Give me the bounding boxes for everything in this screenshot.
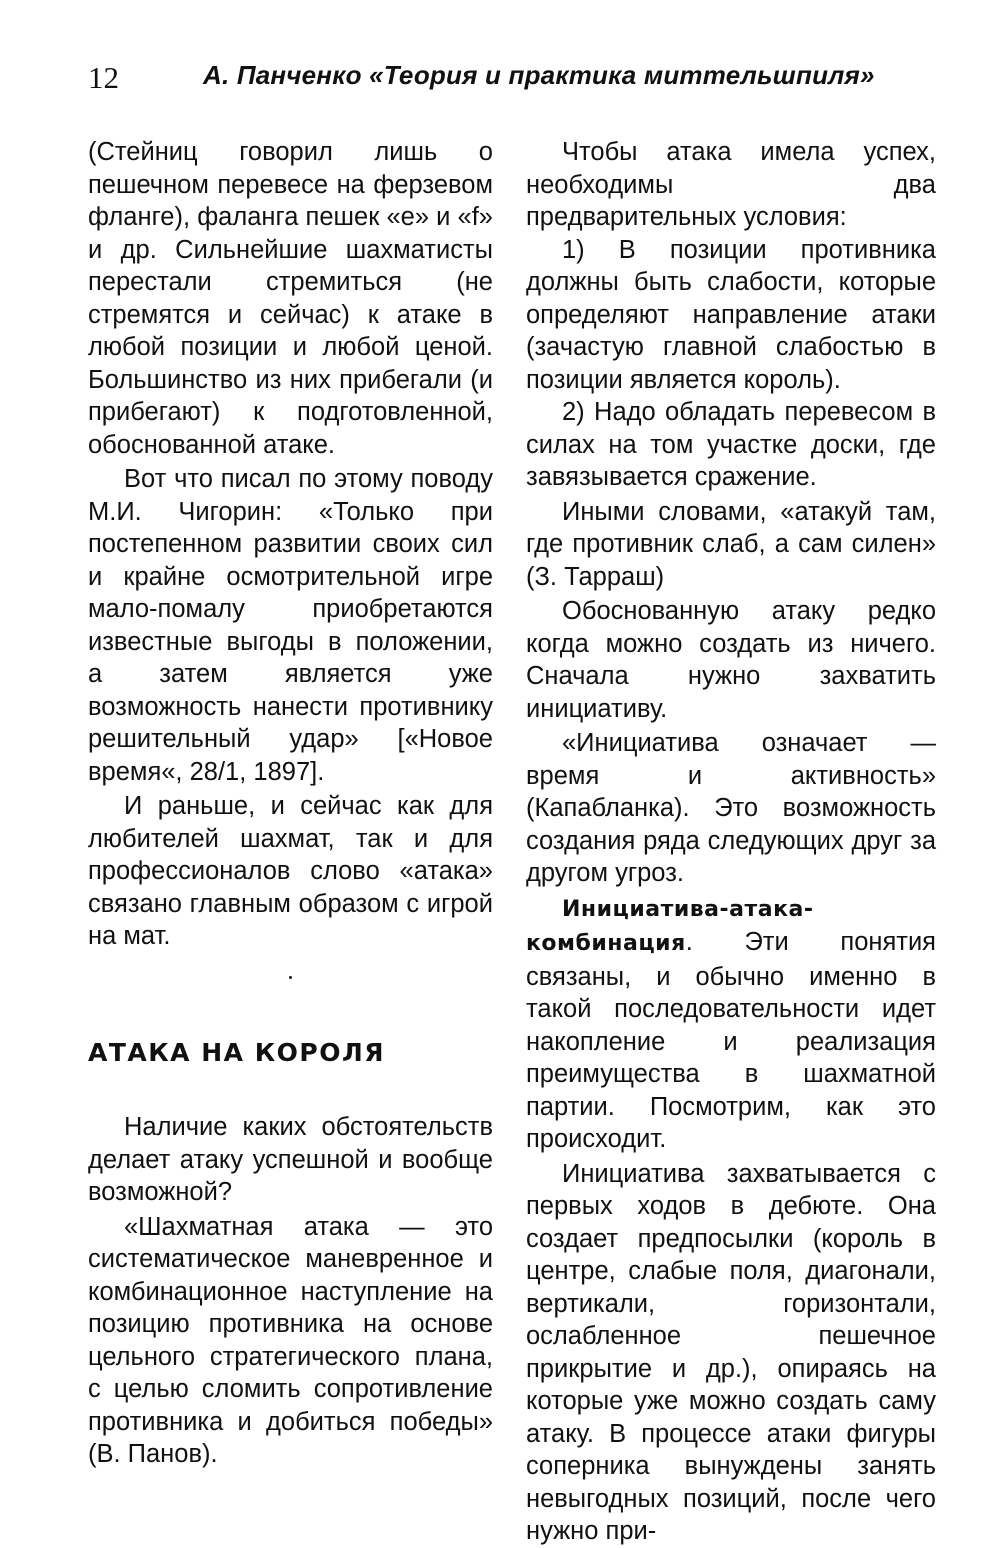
paragraph: Инициатива захватывается с первых ходов в дебюте. Она создает предпосылки (король в центре, слабые поля, диагонали, вертикали, горизонтали, ослабленное пешечное прикрытие и др.), опираясь на которые уже можно создать саму атаку. В процессе атаки фигуры соперника вынуждены занять невыгодных позиций, после чего нужно при- — [526, 1159, 936, 1545]
paragraph: Наличие каких обстоятельств делает атаку успешной и вообще возможной? — [88, 1113, 493, 1206]
paragraph: «Инициатива означает — время и активность» (Капабланка). Это возможность создания ряда следующих друг за другом угроз. — [526, 729, 936, 887]
separator-dot — [88, 961, 493, 979]
paragraph: Иными словами, «атакуй там, где противник слаб, а сам силен» (З. Тарраш) — [526, 497, 936, 591]
run-in-heading: Инициатива-атака-комбинация — [526, 896, 814, 956]
paragraph: «Шахматная атака — это систематическое маневренное и комбинационное наступление на позицию противника на основе цельного стратегического плана, с целью сломить сопротивление противника и добиться победы» (В. Панов). — [88, 1212, 493, 1468]
paragraph — [526, 892, 936, 1156]
paragraph: Обоснованную атаку редко когда можно создать из ничего. Сначала нужно захватить инициативу. — [526, 597, 936, 723]
left-column — [88, 136, 493, 1471]
paragraph: Вот что писал по этому поводу М.И. Чигорин: «Только при постепенном развитии своих сил и крайне осмотрительной игре мало-помалу приобретаются известные выгоды в положении, а затем является уже возможность нанести противнику решительный удар» [«Новое время«, 28/1, 1897]. — [88, 465, 493, 786]
right-column — [526, 136, 936, 1548]
paragraph: (Стейниц говорил лишь о пешечном перевесе на ферзевом фланге), фаланга пешек «е» и «f» и др. Сильнейшие шахматисты перестали стремиться (не стремятся и сейчас) к атаке в любой позиции и любой ценой. Большинство из них прибегали (и прибегают) к подготовленной, обоснованной атаке. — [88, 138, 493, 459]
running-title: А. Панченко «Теория и практика миттельшпиля» — [203, 60, 875, 90]
paragraph-text: . Эти понятия связаны, и обычно именно в такой последовательности идет накопление и реализация преимущества в шахматной партии. Посмотрим, как это происходит. — [526, 928, 936, 1153]
list-item: 2) Надо обладать перевесом в силах на том участке доски, где завязывается сражение. — [526, 398, 936, 491]
list-item: 1) В позиции противника должны быть слабости, которые определяют направление атаки (зачастую главной слабостью в позиции является король). — [526, 235, 936, 394]
section-heading: АТАКА НА КОРОЛЯ — [88, 1037, 385, 1067]
paragraph: Чтобы атака имела успех, необходимы два предварительных условия: — [526, 138, 936, 231]
page-header — [88, 60, 918, 104]
page-number: 12 — [88, 60, 119, 95]
paragraph: И раньше, и сейчас как для любителей шахмат, так и для профессионалов слово «атака» связано главным образом с игрой на мат. — [88, 792, 493, 950]
